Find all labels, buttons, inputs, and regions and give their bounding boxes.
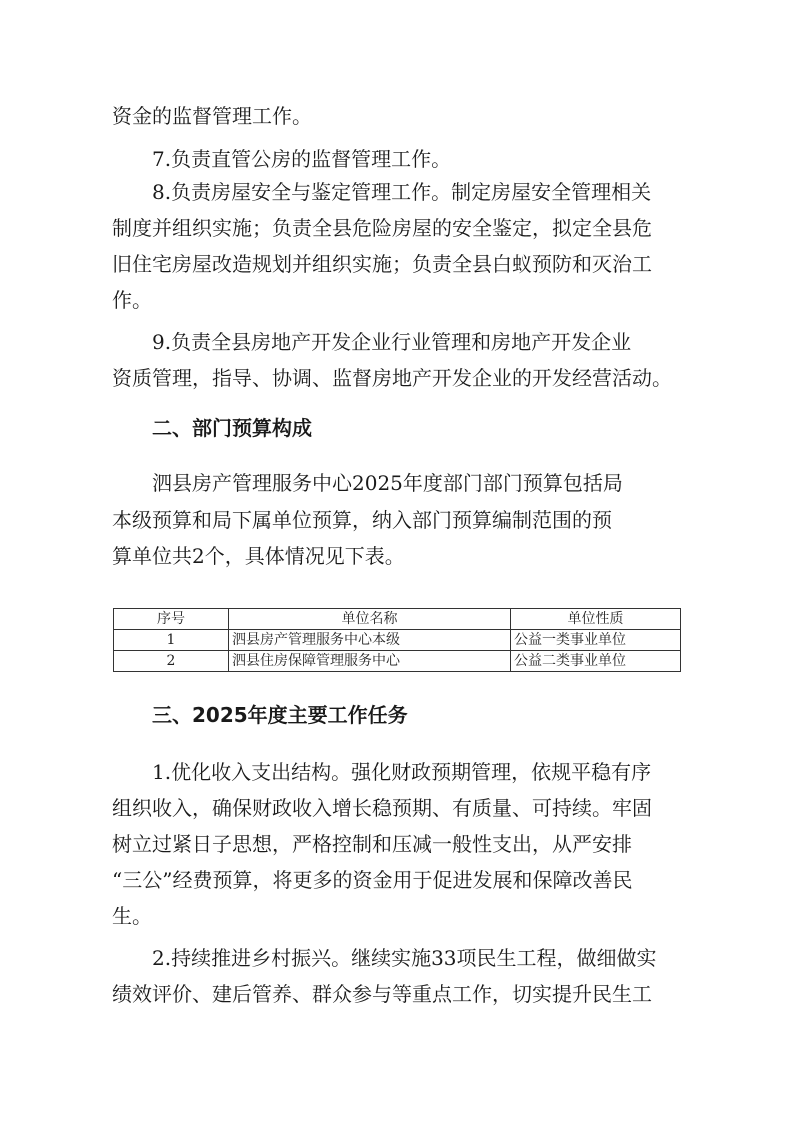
cell-unit-type: 公益二类事业单位 xyxy=(511,651,681,672)
column-header-unit-name: 单位名称 xyxy=(229,609,511,630)
cell-number: 2 xyxy=(114,651,229,672)
paragraph-line: 1.优化收入支出结构。强化财政预期管理，依规平稳有序 xyxy=(152,760,652,784)
paragraph-line: 组织收入，确保财政收入增长稳预期、有质量、可持续。牢固 xyxy=(112,796,652,820)
section-heading: 三、2025年度主要工作任务 xyxy=(152,703,408,727)
paragraph-line: 树立过紧日子思想，严格控制和压减一般性支出，从严安排 xyxy=(112,832,632,856)
paragraph-line: 9.负责全县房地产开发企业行业管理和房地产开发企业 xyxy=(152,330,632,354)
paragraph-line: “三公”经费预算，将更多的资金用于促进发展和保障改善民 xyxy=(112,868,633,892)
section-heading: 二、部门预算构成 xyxy=(152,416,312,440)
column-header-unit-type: 单位性质 xyxy=(511,609,681,630)
paragraph-line: 绩效评价、建后管养、群众参与等重点工作，切实提升民生工 xyxy=(112,982,652,1006)
table-header-row xyxy=(114,609,681,630)
paragraph-line: 7.负责直管公房的监督管理工作。 xyxy=(152,147,452,171)
paragraph-line: 生。 xyxy=(112,904,152,928)
cell-unit-name: 泗县住房保障管理服务中心 xyxy=(229,651,511,672)
paragraph-line: 作。 xyxy=(112,288,152,312)
paragraph-line: 制度并组织实施；负责全县危险房屋的安全鉴定，拟定全县危 xyxy=(112,216,652,240)
cell-unit-name: 泗县房产管理服务中心本级 xyxy=(229,630,511,651)
paragraph-line: 泗县房产管理服务中心2025年度部门部门预算包括局 xyxy=(152,471,623,495)
paragraph-line: 8.负责房屋安全与鉴定管理工作。制定房屋安全管理相关 xyxy=(152,180,652,204)
paragraph-line: 本级预算和局下属单位预算，纳入部门预算编制范围的预 xyxy=(112,508,612,532)
budget-units-table xyxy=(113,608,681,672)
paragraph-line: 旧住宅房屋改造规划并组织实施；负责全县白蚁预防和灭治工 xyxy=(112,252,652,276)
paragraph-line: 算单位共2个，具体情况见下表。 xyxy=(112,544,405,568)
column-header-number: 序号 xyxy=(114,609,229,630)
paragraph-line: 资金的监督管理工作。 xyxy=(112,104,312,128)
paragraph-line: 2.持续推进乡村振兴。继续实施33项民生工程，做细做实 xyxy=(152,946,657,970)
paragraph-line: 资质管理，指导、协调、监督房地产开发企业的开发经营活动。 xyxy=(112,366,672,390)
cell-unit-type: 公益一类事业单位 xyxy=(511,630,681,651)
table-row xyxy=(114,630,681,651)
table-row xyxy=(114,651,681,672)
cell-number: 1 xyxy=(114,630,229,651)
